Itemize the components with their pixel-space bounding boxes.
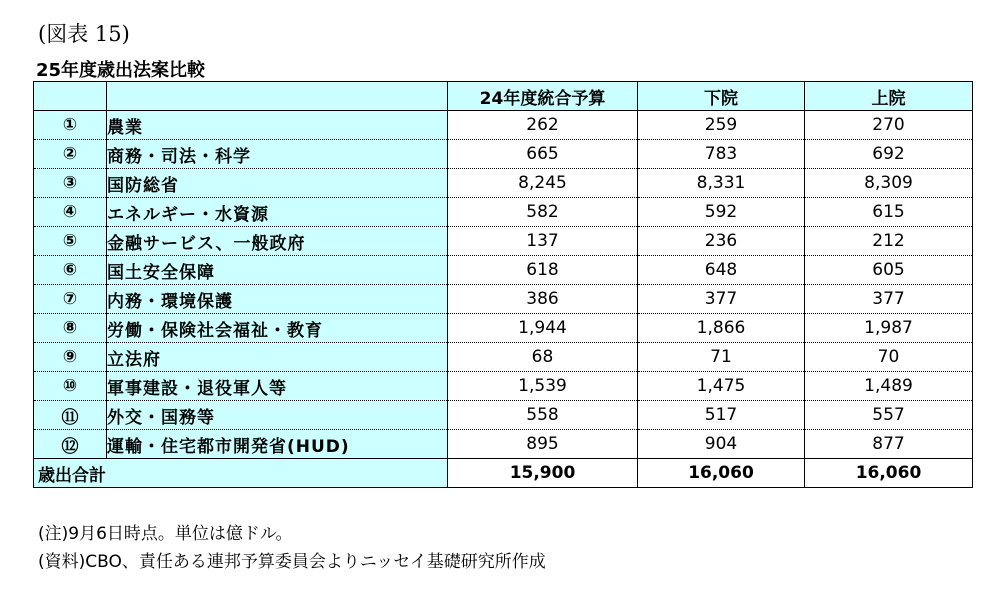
- row-item: 農業: [107, 111, 448, 140]
- value-senate: 692: [805, 140, 973, 169]
- value-senate: 1,987: [805, 314, 973, 343]
- value-house: 377: [638, 285, 805, 314]
- total-budget-24: 15,900: [448, 459, 638, 488]
- value-house: 8,331: [638, 169, 805, 198]
- row-item: 金融サービス、一般政府: [107, 227, 448, 256]
- value-budget-24: 582: [448, 198, 638, 227]
- total-house: 16,060: [638, 459, 805, 488]
- value-house: 1,475: [638, 372, 805, 401]
- row-item: 立法府: [107, 343, 448, 372]
- row-item: 労働・保険社会福祉・教育: [107, 314, 448, 343]
- header-item: [107, 82, 448, 111]
- value-budget-24: 895: [448, 430, 638, 459]
- total-label: 歳出合計: [34, 459, 448, 488]
- value-senate: 605: [805, 256, 973, 285]
- row-number: ③: [34, 169, 107, 198]
- header-row: [34, 82, 973, 111]
- value-senate: 270: [805, 111, 973, 140]
- row-number: ⑫: [34, 430, 107, 459]
- value-budget-24: 386: [448, 285, 638, 314]
- total-row: [34, 459, 973, 488]
- value-house: 904: [638, 430, 805, 459]
- value-budget-24: 137: [448, 227, 638, 256]
- value-budget-24: 618: [448, 256, 638, 285]
- value-senate: 212: [805, 227, 973, 256]
- row-item: 内務・環境保護: [107, 285, 448, 314]
- value-budget-24: 68: [448, 343, 638, 372]
- row-number: ⑨: [34, 343, 107, 372]
- row-item: エネルギー・水資源: [107, 198, 448, 227]
- budget-table: [33, 81, 973, 488]
- row-number: ①: [34, 111, 107, 140]
- figure-label: (図表 15): [38, 22, 130, 46]
- row-number: ⑦: [34, 285, 107, 314]
- row-number: ④: [34, 198, 107, 227]
- value-budget-24: 558: [448, 401, 638, 430]
- row-number: ②: [34, 140, 107, 169]
- value-senate: 70: [805, 343, 973, 372]
- total-senate: 16,060: [805, 459, 973, 488]
- value-budget-24: 1,944: [448, 314, 638, 343]
- row-number: ⑩: [34, 372, 107, 401]
- note-units: (注)9月6日時点。単位は億ドル。: [38, 524, 293, 544]
- value-budget-24: 262: [448, 111, 638, 140]
- value-house: 259: [638, 111, 805, 140]
- header-budget-24: 24年度統合予算: [448, 82, 638, 111]
- value-house: 71: [638, 343, 805, 372]
- row-number: ⑤: [34, 227, 107, 256]
- row-item: 国土安全保障: [107, 256, 448, 285]
- table-row: [34, 111, 973, 140]
- value-house: 783: [638, 140, 805, 169]
- row-item: 商務・司法・科学: [107, 140, 448, 169]
- value-house: 592: [638, 198, 805, 227]
- table-row: [34, 140, 973, 169]
- table-row: [34, 227, 973, 256]
- header-house: 下院: [638, 82, 805, 111]
- value-senate: 615: [805, 198, 973, 227]
- table-row: [34, 198, 973, 227]
- note-source: (資料)CBO、責任ある連邦予算委員会よりニッセイ基礎研究所作成: [38, 552, 546, 572]
- table-title: 25年度歳出法案比較: [36, 60, 206, 81]
- table-row: [34, 256, 973, 285]
- value-budget-24: 1,539: [448, 372, 638, 401]
- value-senate: 1,489: [805, 372, 973, 401]
- table-row: [34, 169, 973, 198]
- table-row: [34, 314, 973, 343]
- row-item: 外交・国務等: [107, 401, 448, 430]
- value-senate: 877: [805, 430, 973, 459]
- value-house: 648: [638, 256, 805, 285]
- table-row: [34, 372, 973, 401]
- header-senate: 上院: [805, 82, 973, 111]
- row-item: 軍事建設・退役軍人等: [107, 372, 448, 401]
- value-budget-24: 665: [448, 140, 638, 169]
- table-row: [34, 430, 973, 459]
- header-no: [34, 82, 107, 111]
- value-house: 1,866: [638, 314, 805, 343]
- value-house: 517: [638, 401, 805, 430]
- value-senate: 377: [805, 285, 973, 314]
- row-item: 国防総省: [107, 169, 448, 198]
- row-number: ⑧: [34, 314, 107, 343]
- value-budget-24: 8,245: [448, 169, 638, 198]
- row-item: 運輸・住宅都市開発省(HUD): [107, 430, 448, 459]
- value-senate: 8,309: [805, 169, 973, 198]
- table-row: [34, 285, 973, 314]
- table-row: [34, 401, 973, 430]
- row-number: ⑪: [34, 401, 107, 430]
- row-number: ⑥: [34, 256, 107, 285]
- value-house: 236: [638, 227, 805, 256]
- table-row: [34, 343, 973, 372]
- value-senate: 557: [805, 401, 973, 430]
